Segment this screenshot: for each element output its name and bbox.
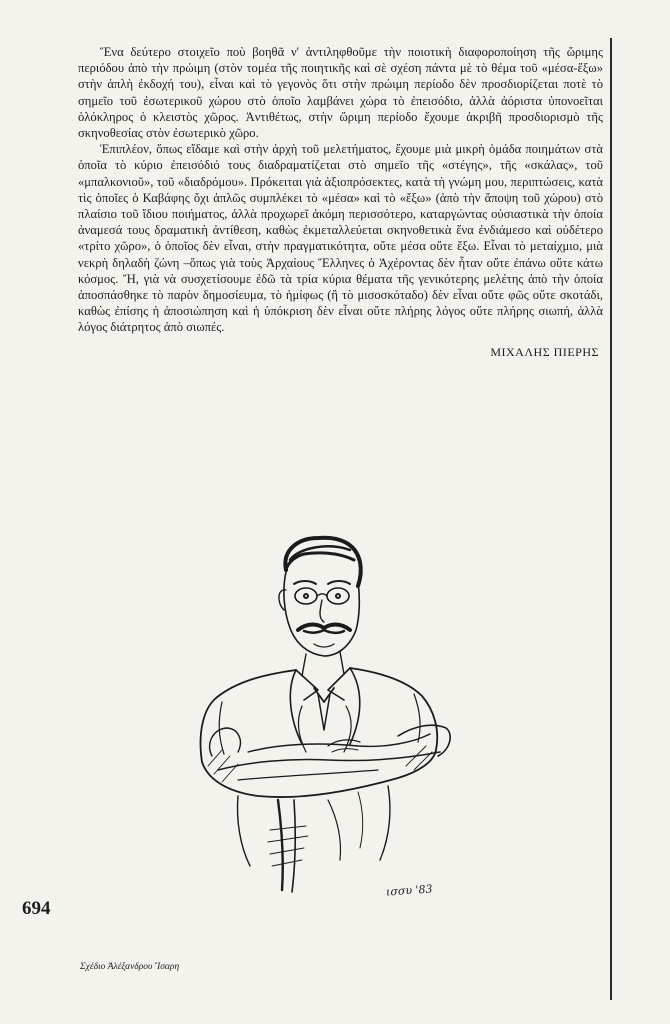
paragraph-2: Ἐπιπλέον, ὅπως εἴδαμε καὶ στὴν ἀρχὴ τοῦ μελετήματος, ἔχουμε μιὰ μικρὴ ὁμάδα ποιημάτων στὰ ὁποῖα τὸ κύριο ἐπεισόδιό τους διαδραματίζεται στὸ σημεῖο τῆς «στέγης», τῆς «σκάλας», τοῦ «μπαλκονιοῦ», τοῦ «διαδρόμου». Πρόκειται γιὰ ἀξιοπρόσεκτες, κατὰ τὴ γνώμη μου, περιπτώσεις, κατὰ τὶς ὁποῖες ὁ Καβάφης ὄχι ἁπλῶς συμπλέκει τὸ «μέσα» καὶ τὸ «ἔξω» (ἀπὸ τὴν ἄποψη τοῦ χώρου) στὸ πλαίσιο τοῦ ἴδιου ποιήματος, ἀλλὰ προχωρεῖ ἀκόμη περισσότερο, καταργώντας οὐσιαστικὰ τὴν ὁποία ἀναμεσά τους δραματικὴ ἀντίθεση, καθὼς ἐκμεταλλεύεται σκηνοθετικὰ ἕνα ἐνδιάμεσο καὶ οὐδέτερο «τρίτο χῶρο», ὁ ὁποῖος δὲν εἶναι, στὴν πραγματικότητα, οὔτε μέσα οὔτε ἔξω. Εἶναι τὸ μεταίχμιο, μιὰ νεκρὴ δηλαδὴ ζώνη –ὅπως γιὰ τοὺς Ἀρχαίους Ἕλληνες ὁ Ἀχέροντας δὲν ἦταν οὔτε ἐπάνω οὔτε κάτω κόσμος. Ἤ, γιὰ νὰ συσχετίσουμε ἐδῶ τὰ τρία κύρια θέματα τῆς γενικότερης μελέτης ἀπὸ τὴν ὁποία ἀποσπάσθηκε τὸ παρὸν δημοσίευμα, τὸ ἡμίφως (ἢ τὸ μισοσκόταδο) δὲν εἶναι οὔτε φῶς οὔτε σκοτάδι, καθὼς ἐπίσης ἡ ἀποσιώπηση καὶ ἡ ὑπόκριση δὲν εἶναι οὔτε πλήρης λόγος οὔτε πλήρης σιωπή, ἀλλὰ λόγος διάτρητος ἀπὸ σιωπές. xyxy=(78,142,603,335)
illustration-caption: Σχέδιο Ἀλέξανδρου Ἴσαρη xyxy=(80,962,180,972)
article-body xyxy=(78,44,603,360)
portrait-sketch xyxy=(178,530,478,915)
vertical-rule xyxy=(610,38,612,1000)
author-signature: ΜΙΧΑΛΗΣ ΠΙΕΡΗΣ xyxy=(490,344,599,359)
page-number: 694 xyxy=(22,898,51,919)
artist-signature: ισσυ '83 xyxy=(385,882,433,899)
paragraph-1: Ἕνα δεύτερο στοιχεῖο ποὺ βοηθᾶ ν' ἀντιληφθοῦμε τὴν ποιοτικὴ διαφοροποίηση τῆς ὥριμης περιόδου ἀπὸ τὴν πρώιμη (στὸν τομέα τῆς ποιητικῆς καὶ σὲ σχέση πάντα μὲ τὸ θέμα τοῦ «μέσα-ἔξω» στὴν ἁπλὴ ἐκδοχή του), εἶναι καὶ τὸ γεγονὸς ὅτι στὴν πρώιμη περίοδο δὲν προσδιορίζεται ποτὲ τὸ σημεῖο τοῦ ἐσωτερικοῦ χώρου στὸ ὁποῖο λαμβάνει χώρα τὸ ἐπεισόδιο, ἀλλὰ ἀόριστα ὑπονοεῖται ὁλόκληρος ὁ κλειστὸς χῶρος. Ἀντιθέτως, στὴν ὥριμη περίοδο ἔχουμε ἀκριβῆ προσδιορισμὸ τῆς σκηνοθεσίας στὸν ἐσωτερικὸ χῶρο. xyxy=(78,45,603,141)
